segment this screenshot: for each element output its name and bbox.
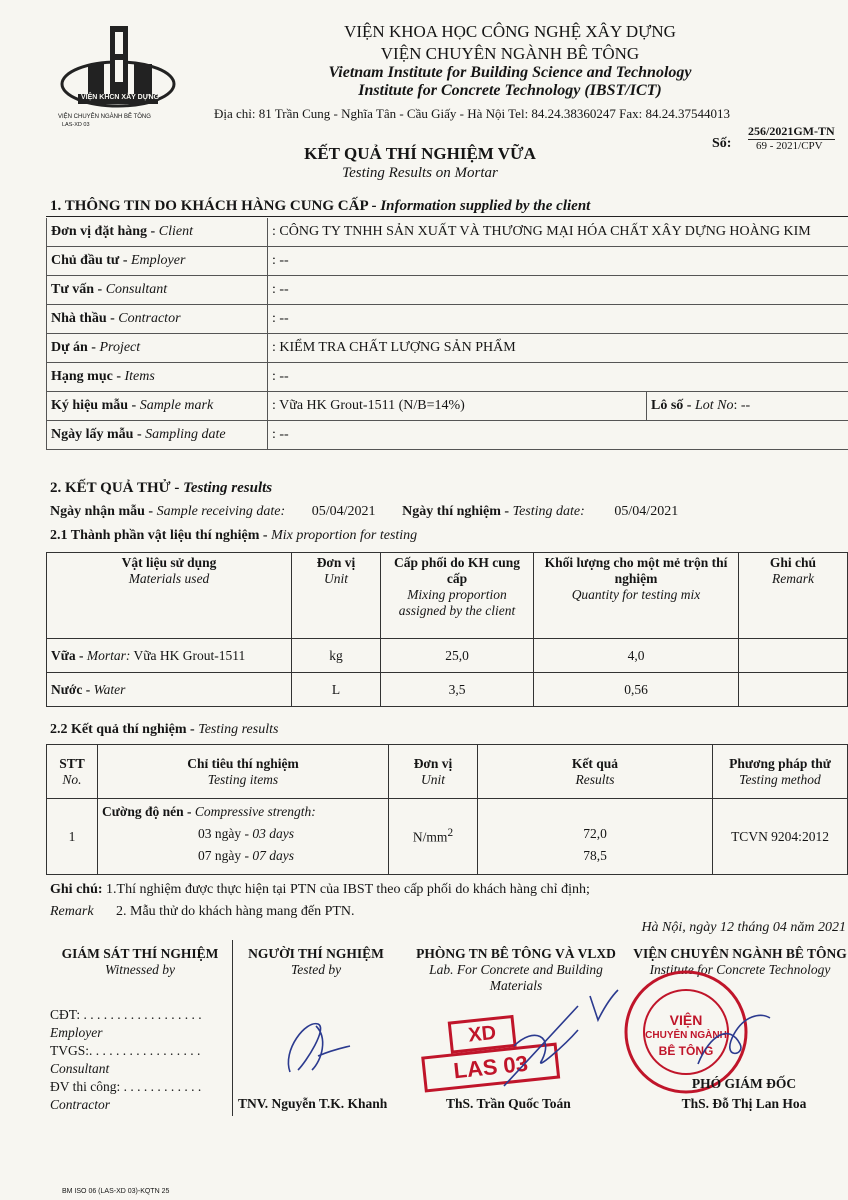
witness-fields: CĐT: . . . . . . . . . . . . . . . . . . Employer TVGS:. . . . . . . . . . . . . . . . . Consultant ĐV thi công: . . . . . . . . . . . . Contractor [50,1007,202,1112]
doc-number-bottom: 69 - 2021/CPV [756,140,823,152]
info-row-items: Hạng mục - Items : -- [47,363,848,392]
witness-column: GIÁM SÁT THÍ NGHIỆM Witnessed by [61,946,219,977]
logo-code: LAS-XD 03 [62,122,90,128]
results-header-row: STT No. Chỉ tiêu thí nghiệm Testing items Đơn vị Unit Kết quả Results Phương pháp thử Testing method [47,745,848,799]
sample-mark-value: : Vữa HK Grout-1511 (N/B=14%) [268,392,647,421]
section1-heading: 1. THÔNG TIN DO KHÁCH HÀNG CUNG CẤP - Information supplied by the client [50,198,591,214]
info-row-employer: Chủ đầu tư - Employer : -- [47,247,848,276]
institute-vn-1: VIỆN KHOA HỌC CÔNG NGHỆ XÂY DỰNG [344,22,676,41]
tester-signature [276,1010,356,1080]
items-value: : -- [268,363,848,392]
lab-head-name: ThS. Trần Quốc Toán [446,1096,571,1111]
employer-value: : -- [268,247,848,276]
mix-row-water: Nước - Water L 3,5 0,56 [47,673,848,707]
doc-number-label: Số: [712,136,732,151]
info-row-sampling-date: Ngày lấy mẫu - Sampling date : -- [47,421,848,450]
mix-header-row: Vật liệu sử dụng Materials used Đơn vị Unit Cấp phối do KH cung cấp Mixing proportion assigned by the client Khối lượng cho một mẻ trộn thí nghiệm Quantity for testing mix Ghi chú Remark [47,553,848,639]
section1-rule [46,216,848,217]
las-stamp: XD LAS 03 [405,986,564,1097]
consultant-value: : -- [268,276,848,305]
institute-en-1: Vietnam Institute for Building Science and Technology [328,64,692,81]
project-value: : KIỂM TRA CHẤT LƯỢNG SẢN PHẨM [268,334,848,363]
contractor-value: : -- [268,305,848,334]
form-code-footer: BM ISO 06 (LAS-XD 03)-KQTN 25 [62,1188,170,1195]
info-row-consultant: Tư vấn - Consultant : -- [47,276,848,305]
client-info-table [46,218,848,450]
mix-subheading: 2.1 Thành phần vật liệu thí nghiệm - Mix proportion for testing [50,528,418,543]
info-row-sample-mark: Ký hiệu mẫu - Sample mark : Vữa HK Grout-1511 (N/B=14%) Lô số - Lot No: -- [47,392,848,421]
note-2: Remark 2. Mẫu thử do khách hàng mang đến PTN. [50,904,355,919]
doc-number-top: 256/2021GM-TN [748,124,835,138]
document-title: KẾT QUẢ THÍ NGHIỆM VỮA [304,144,536,163]
receiving-date-line: Ngày nhận mẫu - Sample receiving date: 05/04/2021 Ngày thí nghiệm - Testing date: 05/04/2021 [50,504,704,520]
tester-column: NGƯỜI THÍ NGHIỆM Tested by [248,946,384,977]
receiving-date-value: 05/04/2021 [311,504,376,519]
info-row-client: Đơn vị đặt hàng - Client : CÔNG TY TNHH SẢN XUẤT VÀ THƯƠNG MẠI HÓA CHẤT XÂY DỰNG HOÀNG KIM [47,218,848,247]
director-signature [690,1004,780,1074]
note-1: Ghi chú: 1.Thí nghiệm được thực hiện tại PTN của IBST theo cấp phối do khách hàng chỉ định; [50,882,590,897]
logo-caption: VIỆN KHCN XÂY DỰNG [80,94,160,101]
lot-number: Lô số - Lot No: -- [647,392,848,421]
institute-seal: VIỆN CHUYÊN NGÀNH BÊ TÔNG [622,968,750,1096]
mix-row-mortar: Vữa - Mortar: Vữa HK Grout-1511 kg 25,0 4,0 [47,639,848,673]
results-table [46,744,848,875]
lab-signature [494,976,634,1096]
section2-heading: 2. KẾT QUẢ THỬ - Testing results [50,480,273,496]
signing-date: Hà Nội, ngày 12 tháng 04 năm 2021 [641,920,846,935]
results-row-compressive: 1 Cường độ nén - Compressive strength: 03 ngày - 03 days 07 ngày - 07 days $N/mm^2$ 72,0 78,5 TCVN 9204:2012 [47,799,848,875]
result-07-days: 78,5 [583,847,607,863]
testing-date-value: 05/04/2021 [614,504,679,519]
result-03-days: 72,0 [583,825,607,841]
logo-subtitle: VIỆN CHUYÊN NGÀNH BÊ TÔNG [58,114,151,120]
director-name: ThS. Đỗ Thị Lan Hoa [681,1096,807,1111]
address-line: Địa chỉ: 81 Trần Cung - Nghĩa Tân - Cầu Giấy - Hà Nội Tel: 84.24.38360247 Fax: 84.24.37544013 [214,106,731,121]
client-value: : CÔNG TY TNHH SẢN XUẤT VÀ THƯƠNG MẠI HÓA CHẤT XÂY DỰNG HOÀNG KIM [268,218,848,247]
institute-en-2: Institute for Concrete Technology (IBST/ICT) [358,82,662,99]
results-subheading: 2.2 Kết quả thí nghiệm - Testing results [50,722,279,737]
test-method: TCVN 9204:2012 [713,799,848,875]
signature-divider [232,940,233,1116]
ibst-logo [58,24,178,130]
director-title: PHÓ GIÁM ĐỐC [691,1076,797,1091]
lab-column: PHÒNG TN BÊ TÔNG VÀ VLXD Lab. For Concrete and Building Materials [416,946,616,993]
result-unit: $N/mm^2$ [389,799,478,875]
director-column: VIỆN CHUYÊN NGÀNH BÊ TÔNG Institute for Concrete Technology [633,946,847,977]
sampling-date-value: : -- [268,421,848,450]
document-subtitle: Testing Results on Mortar [342,165,498,181]
mix-table [46,552,848,707]
info-row-project: Dự án - Project : KIỂM TRA CHẤT LƯỢNG SẢN PHẨM [47,334,848,363]
info-row-contractor: Nhà thầu - Contractor : -- [47,305,848,334]
tester-name: TNV. Nguyễn T.K. Khanh [238,1096,388,1111]
institute-vn-2: VIỆN CHUYÊN NGÀNH BÊ TÔNG [380,44,640,63]
